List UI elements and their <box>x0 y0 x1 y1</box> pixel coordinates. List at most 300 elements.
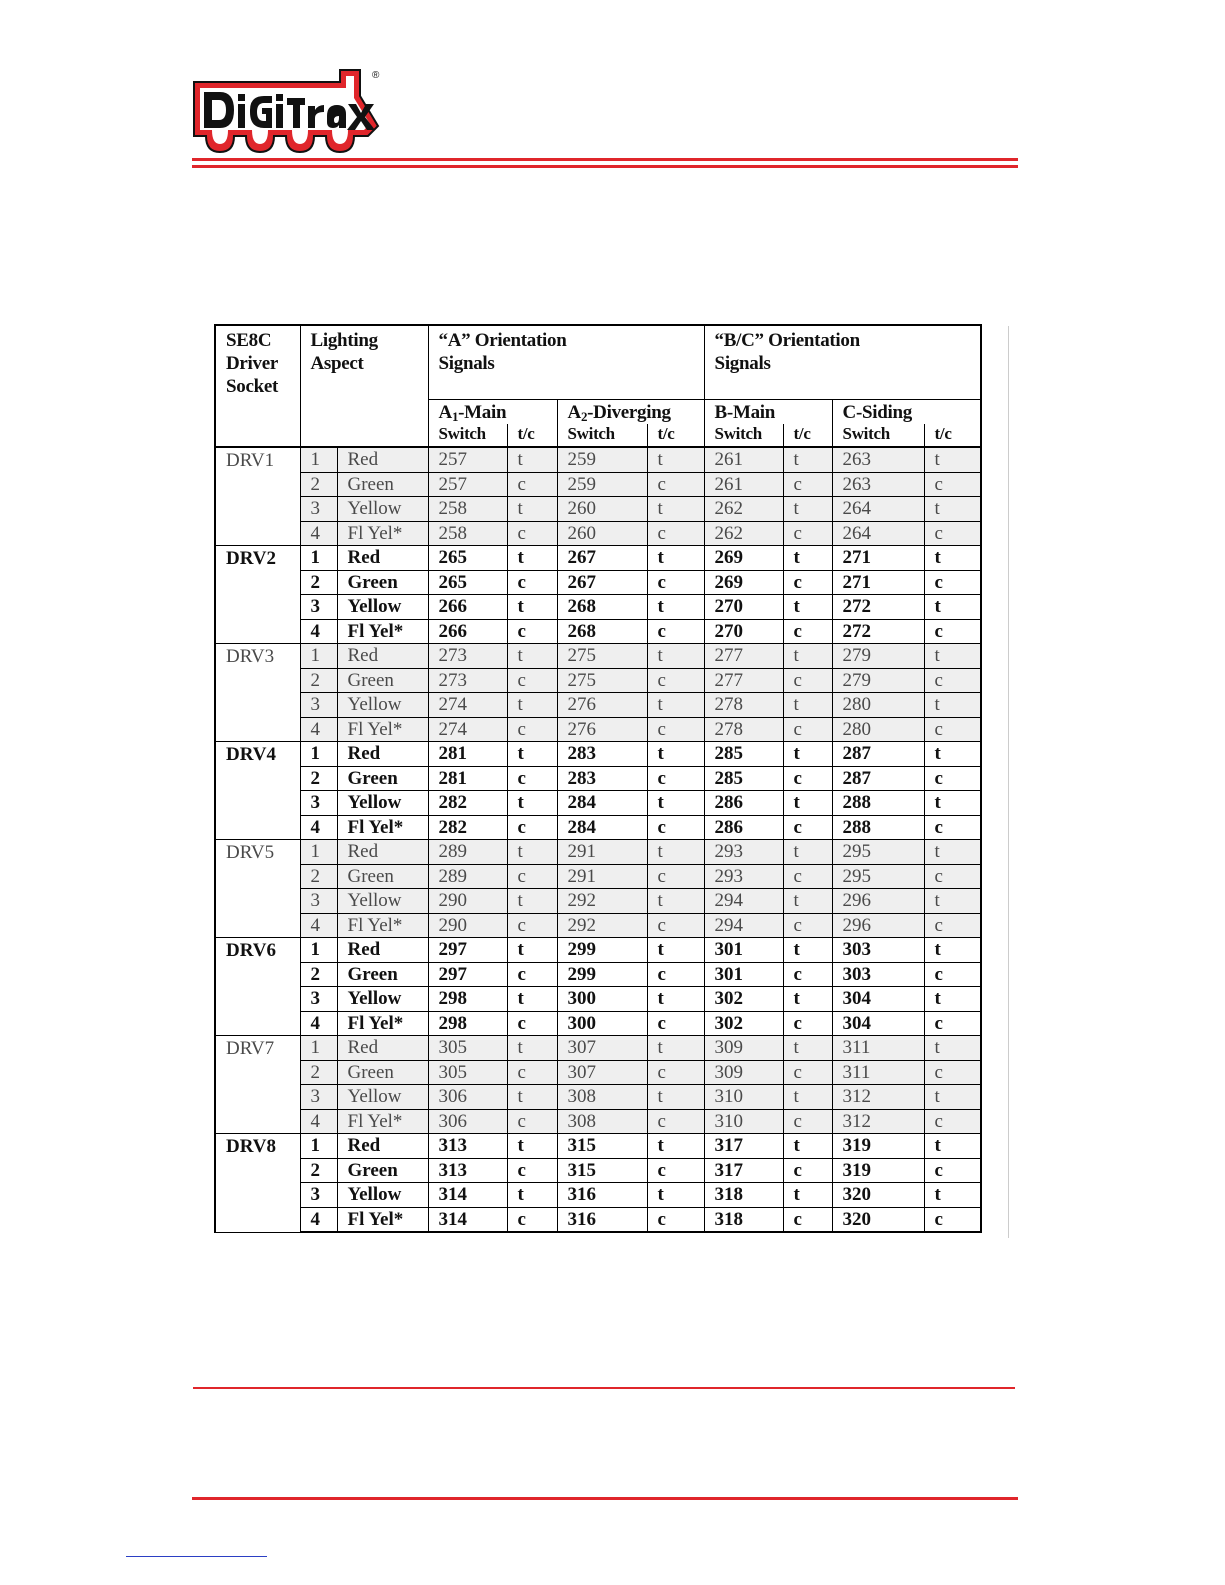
c-switch: 311 <box>832 1060 924 1085</box>
driver-cell <box>215 1207 300 1232</box>
a2-switch: 276 <box>557 717 647 742</box>
c-tc: t <box>924 987 981 1012</box>
b-tc: t <box>783 693 832 718</box>
a2-switch: 299 <box>557 938 647 963</box>
c-switch: 279 <box>832 644 924 669</box>
aspect-name: Green <box>337 864 428 889</box>
a2-switch: 307 <box>557 1060 647 1085</box>
a1-switch: 290 <box>428 913 507 938</box>
a2-tc: t <box>647 644 704 669</box>
b-tc: t <box>783 791 832 816</box>
a2-switch: 316 <box>557 1207 647 1232</box>
driver-cell <box>215 668 300 693</box>
aspect-name: Fl Yel* <box>337 913 428 938</box>
a2-tc: c <box>647 913 704 938</box>
switch-col-header: Switch <box>428 424 507 447</box>
b-tc: t <box>783 644 832 669</box>
a2-tc: c <box>647 815 704 840</box>
c-tc: c <box>924 913 981 938</box>
a2-switch: 308 <box>557 1109 647 1134</box>
c-tc: t <box>924 595 981 620</box>
a1-switch: 298 <box>428 987 507 1012</box>
a-orientation-header: “A” Orientation Signals <box>428 325 704 400</box>
aspect-number: 2 <box>300 472 337 497</box>
c-switch: 312 <box>832 1085 924 1110</box>
table-row <box>215 1183 981 1208</box>
b-switch: 294 <box>704 913 783 938</box>
footer-rule-2 <box>192 1497 1018 1500</box>
b-tc: t <box>783 840 832 865</box>
a1-tc: c <box>507 521 557 546</box>
b-switch: 309 <box>704 1036 783 1061</box>
aspect-number: 4 <box>300 1011 337 1036</box>
aspect-name: Yellow <box>337 1085 428 1110</box>
a2-switch: 300 <box>557 1011 647 1036</box>
a1-switch: 314 <box>428 1183 507 1208</box>
a2-switch: 283 <box>557 766 647 791</box>
table-row <box>215 864 981 889</box>
driver-cell: DRV2 <box>215 546 300 571</box>
driver-cell <box>215 1183 300 1208</box>
table-row <box>215 1134 981 1159</box>
b-tc: c <box>783 717 832 742</box>
aspect-number: 3 <box>300 497 337 522</box>
a1-switch: 265 <box>428 570 507 595</box>
aspect-name: Red <box>337 1134 428 1159</box>
c-tc: c <box>924 1109 981 1134</box>
a2-tc: c <box>647 668 704 693</box>
b-switch: 302 <box>704 987 783 1012</box>
footer-rule <box>193 1387 1015 1389</box>
a2-switch: 276 <box>557 693 647 718</box>
aspect-name: Fl Yel* <box>337 1207 428 1232</box>
aspect-number: 3 <box>300 595 337 620</box>
driver-cell: DRV8 <box>215 1134 300 1159</box>
aspect-number: 3 <box>300 791 337 816</box>
a2-switch: 299 <box>557 962 647 987</box>
a2-switch: 268 <box>557 595 647 620</box>
switch-col-header: Switch <box>832 424 924 447</box>
b-tc: t <box>783 987 832 1012</box>
aspect-name: Yellow <box>337 595 428 620</box>
aspect-name: Yellow <box>337 497 428 522</box>
driver-cell: DRV1 <box>215 447 300 472</box>
a1-tc: c <box>507 619 557 644</box>
a1-tc: c <box>507 1060 557 1085</box>
switch-col-header: Switch <box>704 424 783 447</box>
a2-tc: t <box>647 1134 704 1159</box>
c-tc: c <box>924 668 981 693</box>
aspect-number: 3 <box>300 987 337 1012</box>
a2-tc: t <box>647 1036 704 1061</box>
table-row <box>215 791 981 816</box>
table-row <box>215 913 981 938</box>
driver-cell <box>215 1011 300 1036</box>
a1-switch: 266 <box>428 619 507 644</box>
a1-tc: c <box>507 1158 557 1183</box>
driver-cell <box>215 717 300 742</box>
a2-switch: 291 <box>557 864 647 889</box>
c-tc: c <box>924 619 981 644</box>
driver-cell: DRV4 <box>215 742 300 767</box>
a1-tc: c <box>507 1207 557 1232</box>
signal-table-body <box>215 447 981 1232</box>
b-switch: 285 <box>704 742 783 767</box>
a1-tc: t <box>507 840 557 865</box>
table-row <box>215 521 981 546</box>
table-row <box>215 987 981 1012</box>
b-tc: t <box>783 497 832 522</box>
aspect-name: Red <box>337 644 428 669</box>
b-tc: t <box>783 1134 832 1159</box>
c-switch: 296 <box>832 913 924 938</box>
c-tc: t <box>924 1134 981 1159</box>
c-tc: t <box>924 447 981 472</box>
digitrax-logo <box>190 66 390 166</box>
a2-tc: c <box>647 521 704 546</box>
a2-switch: 284 <box>557 791 647 816</box>
b-switch: 269 <box>704 546 783 571</box>
c-tc: c <box>924 766 981 791</box>
b-switch: 286 <box>704 791 783 816</box>
a1-tc: t <box>507 1036 557 1061</box>
a1-tc: t <box>507 742 557 767</box>
a1-switch: 297 <box>428 962 507 987</box>
aspect-name: Yellow <box>337 889 428 914</box>
aspect-number: 1 <box>300 1134 337 1159</box>
table-row <box>215 1036 981 1061</box>
a2-switch: 292 <box>557 913 647 938</box>
a2-switch: 275 <box>557 668 647 693</box>
a1-tc: t <box>507 938 557 963</box>
b-tc: t <box>783 742 832 767</box>
c-tc: c <box>924 472 981 497</box>
a1-tc: c <box>507 668 557 693</box>
b-tc: c <box>783 1060 832 1085</box>
a2-tc: t <box>647 742 704 767</box>
c-switch: 272 <box>832 619 924 644</box>
c-switch: 288 <box>832 815 924 840</box>
a2-switch: 259 <box>557 472 647 497</box>
c-tc: c <box>924 1158 981 1183</box>
aspect-number: 2 <box>300 570 337 595</box>
table-row <box>215 742 981 767</box>
aspect-name: Red <box>337 840 428 865</box>
aspect-number: 1 <box>300 840 337 865</box>
b-main-header: B-Main <box>704 400 832 425</box>
c-tc: c <box>924 864 981 889</box>
b-tc: t <box>783 546 832 571</box>
aspect-number: 2 <box>300 1060 337 1085</box>
aspect-name: Green <box>337 472 428 497</box>
a1-tc: t <box>507 447 557 472</box>
a1-switch: 305 <box>428 1036 507 1061</box>
aspect-number: 4 <box>300 1207 337 1232</box>
b-tc: t <box>783 1183 832 1208</box>
aspect-number: 3 <box>300 1085 337 1110</box>
c-switch: 288 <box>832 791 924 816</box>
table-row <box>215 1011 981 1036</box>
aspect-number: 2 <box>300 962 337 987</box>
a2-switch: 291 <box>557 840 647 865</box>
a1-switch: 289 <box>428 840 507 865</box>
a2-switch: 259 <box>557 447 647 472</box>
b-tc: c <box>783 1158 832 1183</box>
table-row <box>215 1085 981 1110</box>
c-switch: 295 <box>832 864 924 889</box>
footer-link-underline <box>126 1556 267 1557</box>
table-row <box>215 595 981 620</box>
driver-cell <box>215 1085 300 1110</box>
aspect-name: Green <box>337 668 428 693</box>
a1-switch: 274 <box>428 693 507 718</box>
b-tc: c <box>783 1011 832 1036</box>
a2-tc: c <box>647 1158 704 1183</box>
b-switch: 270 <box>704 619 783 644</box>
c-switch: 303 <box>832 962 924 987</box>
tc-col-header: t/c <box>647 424 704 447</box>
c-switch: 271 <box>832 570 924 595</box>
b-switch: 262 <box>704 497 783 522</box>
switch-col-header: Switch <box>557 424 647 447</box>
a2-switch: 308 <box>557 1085 647 1110</box>
b-tc: c <box>783 472 832 497</box>
aspect-name: Red <box>337 742 428 767</box>
c-tc: c <box>924 717 981 742</box>
aspect-number: 4 <box>300 521 337 546</box>
aspect-name: Yellow <box>337 1183 428 1208</box>
a1-switch: 282 <box>428 791 507 816</box>
a1-switch: 313 <box>428 1134 507 1159</box>
a2-tc: t <box>647 546 704 571</box>
aspect-name: Green <box>337 1060 428 1085</box>
tc-col-header: t/c <box>507 424 557 447</box>
aspect-number: 1 <box>300 1036 337 1061</box>
b-switch: 317 <box>704 1158 783 1183</box>
a2-tc: t <box>647 1183 704 1208</box>
driver-cell <box>215 570 300 595</box>
aspect-number: 1 <box>300 742 337 767</box>
table-row <box>215 472 981 497</box>
driver-cell <box>215 595 300 620</box>
a1-tc: t <box>507 497 557 522</box>
b-switch: 278 <box>704 717 783 742</box>
driver-cell <box>215 1158 300 1183</box>
c-tc: t <box>924 644 981 669</box>
tc-col-header: t/c <box>783 424 832 447</box>
driver-cell: DRV3 <box>215 644 300 669</box>
b-switch: 293 <box>704 840 783 865</box>
table-row <box>215 1060 981 1085</box>
c-switch: 279 <box>832 668 924 693</box>
c-siding-header: C-Siding <box>832 400 981 425</box>
a2-tc: c <box>647 1060 704 1085</box>
b-switch: 317 <box>704 1134 783 1159</box>
driver-cell <box>215 1109 300 1134</box>
b-switch: 261 <box>704 447 783 472</box>
a2-tc: t <box>647 447 704 472</box>
b-switch: 262 <box>704 521 783 546</box>
aspect-name: Green <box>337 766 428 791</box>
a2-tc: c <box>647 766 704 791</box>
b-tc: t <box>783 595 832 620</box>
tc-col-header: t/c <box>924 424 981 447</box>
header-rule <box>192 158 1018 161</box>
c-tc: c <box>924 962 981 987</box>
aspect-name: Green <box>337 962 428 987</box>
aspect-number: 4 <box>300 619 337 644</box>
a1-tc: t <box>507 546 557 571</box>
a1-switch: 289 <box>428 864 507 889</box>
lighting-aspect-header: Lighting Aspect <box>300 325 428 447</box>
a1-switch: 273 <box>428 668 507 693</box>
driver-cell <box>215 864 300 889</box>
driver-cell <box>215 693 300 718</box>
a2-tc: c <box>647 570 704 595</box>
aspect-name: Fl Yel* <box>337 619 428 644</box>
a1-switch: 257 <box>428 447 507 472</box>
aspect-name: Green <box>337 570 428 595</box>
header-rule-2 <box>192 165 1018 168</box>
a2-tc: t <box>647 938 704 963</box>
a2-tc: c <box>647 619 704 644</box>
c-tc: c <box>924 1011 981 1036</box>
c-switch: 263 <box>832 447 924 472</box>
b-tc: t <box>783 1085 832 1110</box>
c-tc: c <box>924 815 981 840</box>
side-rule <box>1008 326 1009 1238</box>
b-switch: 309 <box>704 1060 783 1085</box>
aspect-name: Green <box>337 1158 428 1183</box>
c-switch: 296 <box>832 889 924 914</box>
table-row <box>215 815 981 840</box>
a1-switch: 313 <box>428 1158 507 1183</box>
aspect-name: Yellow <box>337 987 428 1012</box>
aspect-number: 1 <box>300 447 337 472</box>
a2-tc: t <box>647 1085 704 1110</box>
c-tc: t <box>924 1085 981 1110</box>
aspect-number: 2 <box>300 668 337 693</box>
a2-diverging-header: $A_2$-Diverging <box>557 400 704 425</box>
aspect-name: Fl Yel* <box>337 717 428 742</box>
a2-switch: 260 <box>557 497 647 522</box>
a1-switch: 306 <box>428 1085 507 1110</box>
c-tc: t <box>924 546 981 571</box>
table-row <box>215 840 981 865</box>
a2-switch: 315 <box>557 1158 647 1183</box>
b-switch: 285 <box>704 766 783 791</box>
c-tc: t <box>924 1036 981 1061</box>
a2-switch: 268 <box>557 619 647 644</box>
a2-switch: 283 <box>557 742 647 767</box>
signal-switch-table <box>214 324 982 1233</box>
a2-tc: t <box>647 840 704 865</box>
aspect-name: Fl Yel* <box>337 1011 428 1036</box>
aspect-name: Fl Yel* <box>337 1109 428 1134</box>
driver-cell <box>215 913 300 938</box>
a1-tc: t <box>507 693 557 718</box>
aspect-number: 1 <box>300 644 337 669</box>
c-tc: t <box>924 1183 981 1208</box>
a1-tc: c <box>507 815 557 840</box>
c-switch: 272 <box>832 595 924 620</box>
table-row <box>215 619 981 644</box>
a2-switch: 292 <box>557 889 647 914</box>
a1-tc: t <box>507 1134 557 1159</box>
b-tc: c <box>783 668 832 693</box>
a1-tc: c <box>507 570 557 595</box>
driver-cell: DRV7 <box>215 1036 300 1061</box>
a1-switch: 258 <box>428 497 507 522</box>
a1-switch: 314 <box>428 1207 507 1232</box>
a2-tc: c <box>647 962 704 987</box>
table-row <box>215 1109 981 1134</box>
c-switch: 303 <box>832 938 924 963</box>
b-switch: 277 <box>704 668 783 693</box>
c-tc: t <box>924 497 981 522</box>
a1-tc: c <box>507 1011 557 1036</box>
svg-text:®: ® <box>372 70 380 81</box>
a1-tc: t <box>507 889 557 914</box>
a1-switch: 281 <box>428 766 507 791</box>
a2-switch: 260 <box>557 521 647 546</box>
a1-tc: t <box>507 791 557 816</box>
table-row <box>215 497 981 522</box>
a1-switch: 298 <box>428 1011 507 1036</box>
a2-tc: c <box>647 1207 704 1232</box>
table-row <box>215 962 981 987</box>
table-row <box>215 1207 981 1232</box>
a1-tc: t <box>507 1085 557 1110</box>
a2-tc: c <box>647 1109 704 1134</box>
a1-switch: 282 <box>428 815 507 840</box>
aspect-name: Red <box>337 546 428 571</box>
table-row <box>215 570 981 595</box>
a2-switch: 267 <box>557 570 647 595</box>
aspect-name: Fl Yel* <box>337 521 428 546</box>
driver-cell <box>215 497 300 522</box>
table-row <box>215 938 981 963</box>
a1-switch: 257 <box>428 472 507 497</box>
a1-tc: t <box>507 1183 557 1208</box>
c-tc: t <box>924 791 981 816</box>
c-tc: c <box>924 1060 981 1085</box>
c-switch: 295 <box>832 840 924 865</box>
a1-switch: 258 <box>428 521 507 546</box>
aspect-number: 2 <box>300 1158 337 1183</box>
table-row <box>215 1158 981 1183</box>
a2-switch: 315 <box>557 1134 647 1159</box>
aspect-name: Yellow <box>337 693 428 718</box>
a1-tc: c <box>507 766 557 791</box>
table-row <box>215 717 981 742</box>
c-switch: 287 <box>832 766 924 791</box>
aspect-number: 3 <box>300 1183 337 1208</box>
a1-tc: c <box>507 864 557 889</box>
b-switch: 261 <box>704 472 783 497</box>
b-switch: 310 <box>704 1085 783 1110</box>
a2-tc: t <box>647 889 704 914</box>
a1-tc: t <box>507 644 557 669</box>
b-switch: 318 <box>704 1183 783 1208</box>
digitrax-logo-icon <box>190 66 390 166</box>
aspect-name: Red <box>337 938 428 963</box>
aspect-name: Red <box>337 447 428 472</box>
c-switch: 287 <box>832 742 924 767</box>
driver-cell <box>215 987 300 1012</box>
a2-switch: 275 <box>557 644 647 669</box>
table-row <box>215 668 981 693</box>
